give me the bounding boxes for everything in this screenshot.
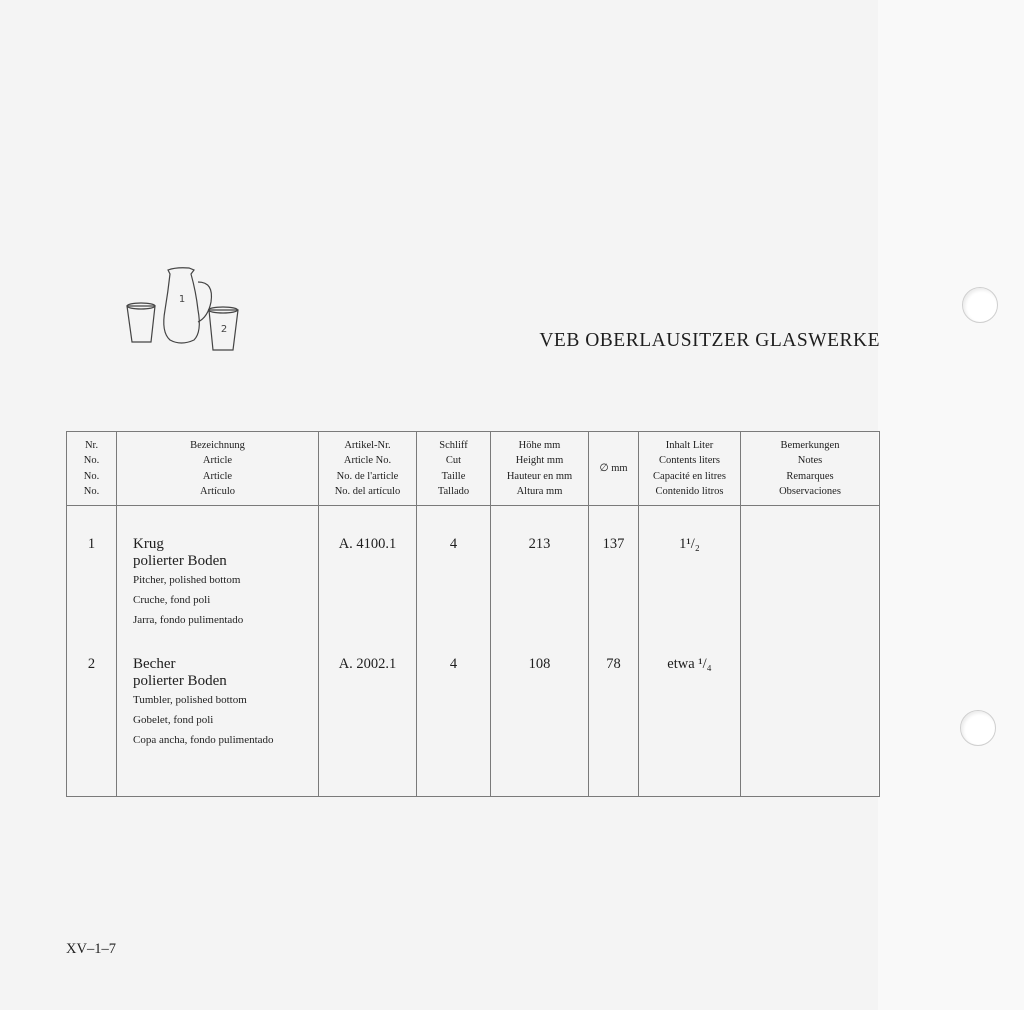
product-table bbox=[66, 431, 880, 797]
table-body-row bbox=[67, 506, 880, 797]
page-edge bbox=[878, 0, 1024, 1010]
diameter-value: 78 bbox=[606, 656, 621, 672]
header-notes: Bemerkungen Notes Remarques Observaciones bbox=[741, 432, 880, 506]
contents-value: 1¹/₂ bbox=[679, 536, 700, 552]
article-no: A. 4100.1 bbox=[338, 536, 397, 552]
cut-value: 4 bbox=[449, 536, 458, 552]
nr-cell bbox=[67, 506, 117, 797]
row-nr: 1 bbox=[87, 536, 96, 552]
height-value: 213 bbox=[528, 536, 551, 552]
list-item: Becher polierter Boden Tumbler, polished bottom Gobelet, fond poli Copa ancha, fondo pulimentado bbox=[133, 656, 274, 746]
diameter-value: 137 bbox=[602, 536, 625, 552]
header-article-no: Artikel-Nr. Article No. No. de l'article No. del artículo bbox=[319, 432, 417, 506]
punch-hole-top bbox=[962, 287, 998, 323]
cut-value: 4 bbox=[449, 656, 458, 672]
contents-value: etwa ¹/₄ bbox=[667, 656, 712, 672]
description-cell bbox=[117, 506, 319, 797]
article-no-cell bbox=[319, 506, 417, 797]
notes-value bbox=[742, 536, 878, 656]
glassware-illustration bbox=[118, 262, 246, 354]
height-cell bbox=[491, 506, 589, 797]
notes-value bbox=[742, 656, 878, 776]
row-nr: 2 bbox=[87, 656, 96, 672]
page-code: XV–1–7 bbox=[66, 941, 116, 957]
notes-cell bbox=[741, 506, 880, 797]
punch-hole-bottom bbox=[960, 710, 996, 746]
cut-cell bbox=[417, 506, 491, 797]
left-tumbler-shape bbox=[127, 306, 155, 342]
contents-cell bbox=[639, 506, 741, 797]
header-article: Bezeichnung Article Article Artículo bbox=[117, 432, 319, 506]
list-item: Krug polierter Boden Pitcher, polished bottom Cruche, fond poli Jarra, fondo pulimentado bbox=[133, 536, 244, 626]
header-contents: Inhalt Liter Contents liters Capacité en litres Contenido litros bbox=[639, 432, 741, 506]
pitcher-shape bbox=[164, 268, 200, 343]
header-cut: Schliff Cut Taille Tallado bbox=[417, 432, 491, 506]
header-height: Höhe mm Height mm Hauteur en mm Altura mm bbox=[491, 432, 589, 506]
header-row bbox=[67, 432, 880, 506]
diameter-cell bbox=[589, 506, 639, 797]
pitcher-number-label: 1 bbox=[178, 294, 186, 305]
tumbler-number-label: 2 bbox=[220, 324, 228, 335]
header-nr: Nr. No. No. No. bbox=[67, 432, 117, 506]
company-name: VEB OBERLAUSITZER GLASWERKE bbox=[539, 330, 880, 351]
height-value: 108 bbox=[528, 656, 551, 672]
header-diameter: ∅ mm bbox=[589, 432, 639, 506]
article-no: A. 2002.1 bbox=[338, 656, 397, 672]
